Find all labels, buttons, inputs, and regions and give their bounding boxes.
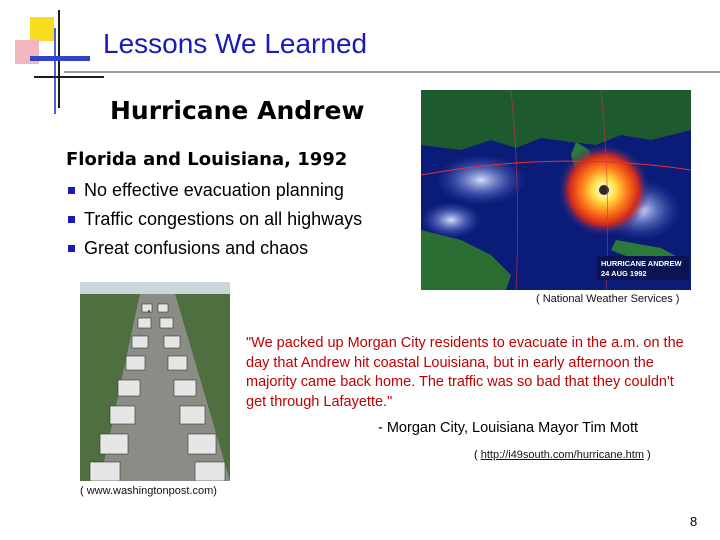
- bullet-item: [66, 205, 362, 234]
- quote-source: [474, 449, 651, 461]
- source-link[interactable]: http://i49south.com/hurricane.htm: [480, 449, 644, 461]
- bullet-list: [66, 176, 362, 263]
- quote-attribution: - Morgan City, Louisiana Mayor Tim Mott: [378, 420, 639, 436]
- satellite-caption-name: HURRICANE ANDREW: [601, 259, 682, 268]
- traffic-jam-photo: [80, 282, 230, 481]
- bullet-square-icon: [68, 216, 75, 223]
- bullet-text: Traffic congestions on all highways: [84, 209, 363, 229]
- mayor-quote: "We packed up Morgan City residents to evacuate in the a.m. on the day that Andrew hit coastal Louisiana, but in early afternoon the majority came back home. The traffic was so bad that they couldn't get through Lafayette.": [246, 335, 684, 410]
- satellite-credit: ( National Weather Services ): [536, 293, 680, 305]
- bullet-text: Great confusions and chaos: [84, 238, 309, 258]
- decorative-line-horizontal-blue: [30, 56, 90, 61]
- decorative-line-vertical-blue: [54, 28, 56, 114]
- slide-title: Lessons We Learned: [103, 28, 368, 59]
- photo-credit: ( www.washingtonpost.com): [80, 485, 217, 497]
- bullet-text: No effective evacuation planning: [84, 180, 344, 200]
- decorative-square-yellow: [30, 17, 54, 41]
- source-close-paren: ): [643, 449, 651, 461]
- bullet-item: [66, 176, 362, 205]
- satellite-caption-date: 24 AUG 1992: [601, 269, 647, 278]
- section-heading: Florida and Louisiana, 1992: [66, 149, 348, 170]
- bullet-square-icon: [68, 245, 75, 252]
- bullet-square-icon: [68, 187, 75, 194]
- slide-subtitle: Hurricane Andrew: [110, 96, 365, 125]
- page-number: 8: [690, 514, 698, 529]
- title-rule: [64, 71, 720, 73]
- source-open-paren: (: [474, 449, 481, 461]
- hurricane-satellite-image: [421, 90, 691, 290]
- bullet-item: [66, 234, 362, 263]
- decorative-line-horizontal: [34, 76, 104, 78]
